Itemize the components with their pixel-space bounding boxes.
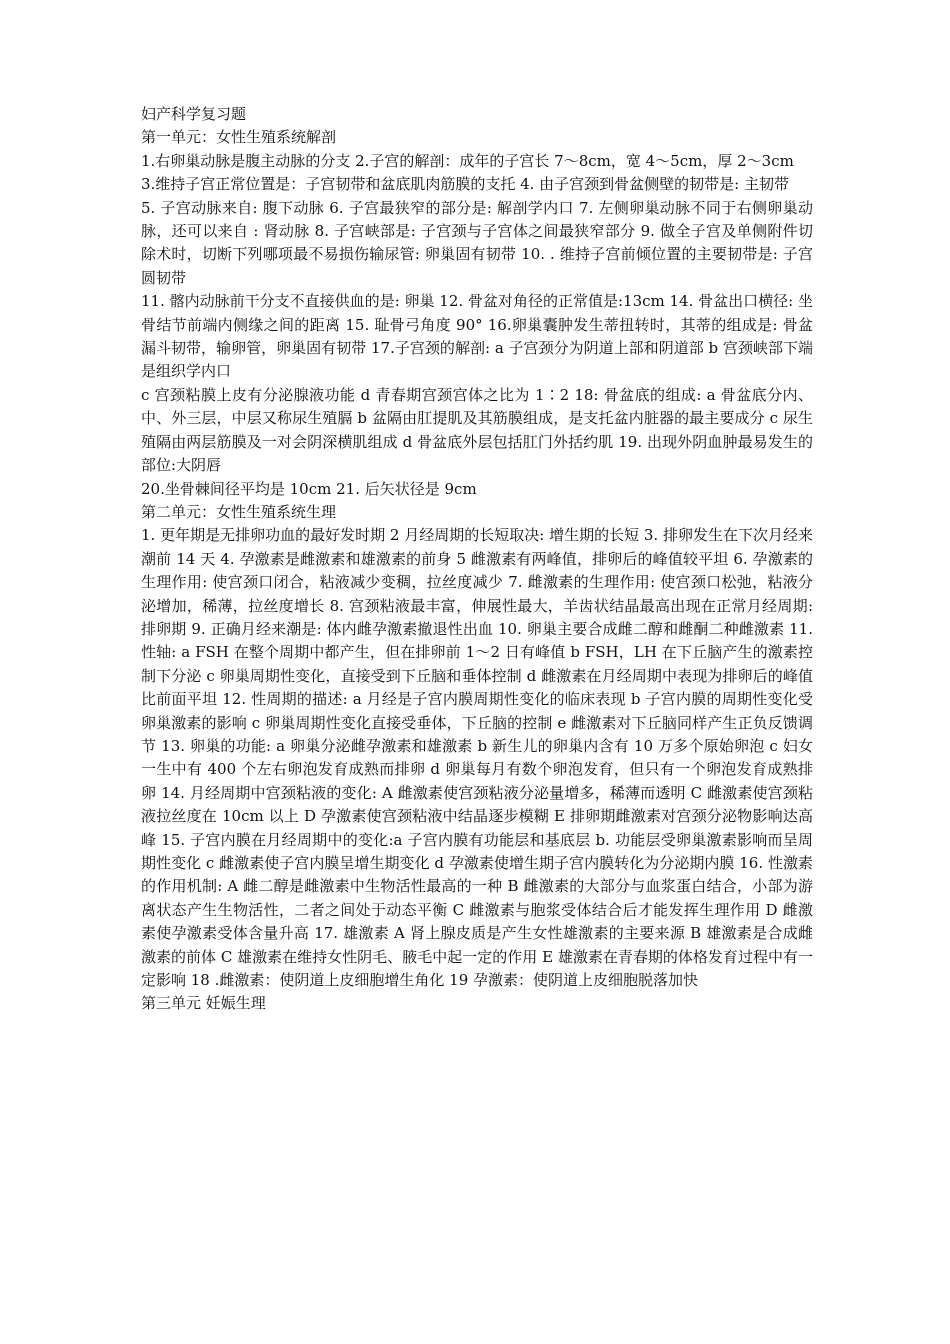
unit-1-paragraph-4: 11. 髂内动脉前干分支不直接供血的是: 卵巢 12. 骨盆对角径的正常值是:13cm 14. 骨盆出口横径: 坐骨结节前端内侧缘之间的距离 15. 耻骨弓角度 90° 16.卵巢囊肿发生蒂扭转时，其蒂的组成是: 骨盆漏斗韧带，输卵管，卵巢固有韧带 17.子宫颈的解剖: a 子宫颈分为阴道上部和阴道部 b 宫颈峡部下端是组织学内口 xyxy=(141,292,813,381)
unit-3-heading: 第三单元 妊娠生理 xyxy=(141,994,266,1013)
unit-2-heading: 第二单元：女性生殖系统生理 xyxy=(141,502,337,521)
document-title: 妇产科学复习题 xyxy=(141,105,247,123)
unit-1-paragraph-1: 1.右卵巢动脉是腹主动脉的分支 2.子宫的解剖：成年的子宫长 7～8cm，宽 4～5cm，厚 2～3cm xyxy=(141,151,794,170)
unit-1-paragraph-2: 3.维持子宫正常位置是：子宫韧带和盆底肌肉筋膜的支托 4. 由子宫颈到骨盆侧壁的韧带是: 主韧带 xyxy=(141,175,789,194)
document-page xyxy=(141,103,813,1016)
unit-1-heading: 第一单元：女性生殖系统解剖 xyxy=(141,128,337,147)
unit-1-paragraph-3: 5. 子宫动脉来自: 腹下动脉 6. 子宫最狭窄的部分是: 解剖学内口 7. 左侧卵巢动脉不同于右侧卵巢动脉，还可以来自 : 肾动脉 8. 子宫峡部是: 子宫颈与子宫体之间最狭窄部分 9. 做全子宫及单侧附件切除术时，切断下列哪项最不易损伤输尿管: 卵巢固有韧带 10. . 维持子宫前倾位置的主要韧带是: 子宫圆韧带 xyxy=(141,198,813,287)
unit-1-paragraph-5: c 宫颈粘膜上皮有分泌腺液功能 d 青春期宫颈宫体之比为 1∶2 18: 骨盆底的组成: a 骨盆底分内、中、外三层，中层又称尿生殖膈 b 盆隔由肛提肌及其筋膜组成，是支托盆内脏器的最主要成分 c 尿生殖隔由两层筋膜及一对会阴深横肌组成 d 骨盆底外层包括肛门外括约肌 19. 出现外阴血肿最易发生的部位:大阴唇 xyxy=(141,385,813,475)
unit-1-paragraph-6: 20.坐骨棘间径平均是 10cm 21. 后矢状径是 9cm xyxy=(141,479,477,498)
unit-2-paragraph-1: 1. 更年期是无排卵功血的最好发时期 2 月经周期的长短取决: 增生期的长短 3. 排卵发生在下次月经来潮前 14 天 4. 孕激素是雌激素和雄激素的前身 5 雌激素有两峰值，排卵后的峰值较平坦 6. 孕激素的生理作用: 使宫颈口闭合，粘液减少变稠，拉丝度减少 7. 雌激素的生理作用: 使宫颈口松弛，粘液分泌增加，稀薄，拉丝度增长 8. 宫颈粘液最丰富，伸展性最大，羊齿状结晶最高出现在正常月经周期: 排卵期 9. 正确月经来潮是: 体内雌孕激素撤退性出血 10. 卵巢主要合成雌二醇和雌酮二种雌激素 11. 性轴: a FSH 在整个周期中都产生，但在排卵前 1～2 日有峰值 b FSH，LH 在下丘脑产生的激素控制下分泌 c 卵巢周期性变化，直接受到下丘脑和垂体控制 d 雌激素在月经周期中表现为排卵后的峰值比前面平坦 12. 性周期的描述: a 月经是子宫内膜周期性变化的临床表现 b 子宫内膜的周期性变化受卵巢激素的影响 c 卵巢周期性变化直接受垂体，下丘脑的控制 e 雌激素对下丘脑同样产生正负反馈调节 13. 卵巢的功能: a 卵巢分泌雌孕激素和雄激素 b 新生儿的卵巢内含有 10 万多个原始卵泡 c 妇女一生中有 400 个左右卵泡发育成熟而排卵 d 卵巢每月有数个卵泡发育，但只有一个卵泡发育成熟排卵 14. 月经周期中宫颈粘液的变化: A 雌激素使宫颈粘液分泌量增多，稀薄而透明 C 雌激素使宫颈粘液拉丝度在 10cm 以上 D 孕激素使宫颈粘液中结晶逐步模糊 E 排卵期雌激素对宫颈分泌物影响达高峰 15. 子宫内膜在月经周期中的变化:a 子宫内膜有功能层和基底层 b. 功能层受卵巢激素影响而呈周期性变化 c 雌激素使子宫内膜呈增生期变化 d 孕激素使增生期子宫内膜转化为分泌期内膜 16. 性激素的作用机制: A 雌二醇是雌激素中生物活性最高的一种 B 雌激素的大部分与血浆蛋白结合，小部为游离状态产生生物活性，二者之间处于动态平衡 C 雌激素与胞浆受体结合后才能发挥生理作用 D 雌激素使孕激素受体含量升高 17. 雄激素 A 肾上腺皮质是产生女性雄激素的主要来源 B 雄激素是合成雌激素的前体 C 雄激素在维持女性阴毛、腋毛中起一定的作用 E 雄激素在青春期的体格发育过程中有一定影响 18 .雌激素：使阴道上皮细胞增生角化 19 孕激素：使阴道上皮细胞脱落加快 xyxy=(141,526,813,990)
